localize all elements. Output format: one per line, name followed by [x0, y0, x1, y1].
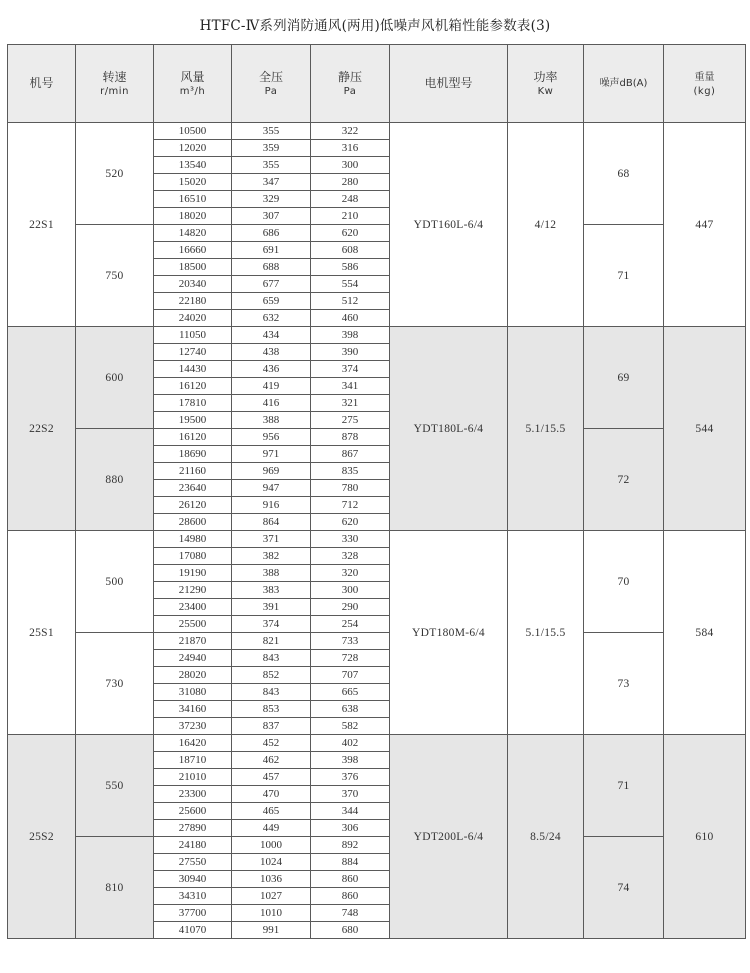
power-cell: 4/12 [508, 123, 584, 327]
airflow-cell: 27890 [154, 820, 232, 837]
noise-cell: 73 [584, 633, 664, 735]
airflow-cell: 14820 [154, 225, 232, 242]
airflow-cell: 23400 [154, 599, 232, 616]
total-pressure-cell: 347 [232, 174, 311, 191]
header-total-pressure: 全压 Pa [232, 45, 311, 123]
static-pressure-cell: 728 [311, 650, 390, 667]
weight-cell: 447 [664, 123, 746, 327]
header-motor: 电机型号 [390, 45, 508, 123]
total-pressure-cell: 355 [232, 157, 311, 174]
speed-cell: 810 [76, 837, 154, 939]
speed-cell: 600 [76, 327, 154, 429]
airflow-cell: 24180 [154, 837, 232, 854]
airflow-cell: 17810 [154, 395, 232, 412]
speed-cell: 750 [76, 225, 154, 327]
airflow-cell: 21870 [154, 633, 232, 650]
speed-cell: 730 [76, 633, 154, 735]
table-row [8, 633, 746, 650]
total-pressure-cell: 843 [232, 684, 311, 701]
header-speed: 转速 r/min [76, 45, 154, 123]
airflow-cell: 25600 [154, 803, 232, 820]
static-pressure-cell: 398 [311, 752, 390, 769]
static-pressure-cell: 306 [311, 820, 390, 837]
power-cell: 5.1/15.5 [508, 327, 584, 531]
total-pressure-cell: 947 [232, 480, 311, 497]
static-pressure-cell: 884 [311, 854, 390, 871]
header-model: 机号 [8, 45, 76, 123]
total-pressure-cell: 852 [232, 667, 311, 684]
static-pressure-cell: 512 [311, 293, 390, 310]
weight-cell: 610 [664, 735, 746, 939]
model-cell: 25S2 [8, 735, 76, 939]
airflow-cell: 12020 [154, 140, 232, 157]
total-pressure-cell: 864 [232, 514, 311, 531]
total-pressure-cell: 434 [232, 327, 311, 344]
total-pressure-cell: 383 [232, 582, 311, 599]
static-pressure-cell: 620 [311, 514, 390, 531]
motor-cell: YDT180L-6/4 [390, 327, 508, 531]
static-pressure-cell: 707 [311, 667, 390, 684]
static-pressure-cell: 390 [311, 344, 390, 361]
airflow-cell: 37230 [154, 718, 232, 735]
static-pressure-cell: 316 [311, 140, 390, 157]
total-pressure-cell: 388 [232, 565, 311, 582]
static-pressure-cell: 376 [311, 769, 390, 786]
static-pressure-cell: 320 [311, 565, 390, 582]
total-pressure-cell: 632 [232, 310, 311, 327]
static-pressure-cell: 374 [311, 361, 390, 378]
static-pressure-cell: 582 [311, 718, 390, 735]
static-pressure-cell: 867 [311, 446, 390, 463]
power-cell: 8.5/24 [508, 735, 584, 939]
static-pressure-cell: 322 [311, 123, 390, 140]
airflow-cell: 18710 [154, 752, 232, 769]
total-pressure-cell: 465 [232, 803, 311, 820]
speed-cell: 520 [76, 123, 154, 225]
static-pressure-cell: 344 [311, 803, 390, 820]
performance-table [7, 44, 745, 939]
total-pressure-cell: 329 [232, 191, 311, 208]
model-cell: 22S2 [8, 327, 76, 531]
noise-cell: 72 [584, 429, 664, 531]
airflow-cell: 21010 [154, 769, 232, 786]
table-row [8, 837, 746, 854]
airflow-cell: 18020 [154, 208, 232, 225]
airflow-cell: 23300 [154, 786, 232, 803]
noise-cell: 68 [584, 123, 664, 225]
static-pressure-cell: 892 [311, 837, 390, 854]
static-pressure-cell: 290 [311, 599, 390, 616]
header-airflow: 风量 m³/h [154, 45, 232, 123]
total-pressure-cell: 686 [232, 225, 311, 242]
airflow-cell: 19500 [154, 412, 232, 429]
airflow-cell: 37700 [154, 905, 232, 922]
total-pressure-cell: 956 [232, 429, 311, 446]
total-pressure-cell: 438 [232, 344, 311, 361]
static-pressure-cell: 248 [311, 191, 390, 208]
static-pressure-cell: 370 [311, 786, 390, 803]
model-cell: 25S1 [8, 531, 76, 735]
total-pressure-cell: 969 [232, 463, 311, 480]
table-row [8, 735, 746, 752]
total-pressure-cell: 359 [232, 140, 311, 157]
total-pressure-cell: 307 [232, 208, 311, 225]
header-static-pressure: 静压 Pa [311, 45, 390, 123]
total-pressure-cell: 853 [232, 701, 311, 718]
header-noise: 噪声dB(A) [584, 45, 664, 123]
airflow-cell: 20340 [154, 276, 232, 293]
total-pressure-cell: 1027 [232, 888, 311, 905]
airflow-cell: 34160 [154, 701, 232, 718]
airflow-cell: 16510 [154, 191, 232, 208]
header-row [8, 45, 746, 123]
header-weight: 重量 (kg) [664, 45, 746, 123]
total-pressure-cell: 382 [232, 548, 311, 565]
speed-cell: 500 [76, 531, 154, 633]
table-row [8, 429, 746, 446]
airflow-cell: 16120 [154, 378, 232, 395]
page-title: HTFC-Ⅳ系列消防通风(两用)低噪声风机箱性能参数表(3) [199, 18, 551, 34]
total-pressure-cell: 419 [232, 378, 311, 395]
static-pressure-cell: 300 [311, 582, 390, 599]
airflow-cell: 13540 [154, 157, 232, 174]
airflow-cell: 27550 [154, 854, 232, 871]
static-pressure-cell: 330 [311, 531, 390, 548]
total-pressure-cell: 843 [232, 650, 311, 667]
noise-cell: 74 [584, 837, 664, 939]
airflow-cell: 14430 [154, 361, 232, 378]
header-power: 功率 Kw [508, 45, 584, 123]
static-pressure-cell: 328 [311, 548, 390, 565]
total-pressure-cell: 1000 [232, 837, 311, 854]
airflow-cell: 24940 [154, 650, 232, 667]
total-pressure-cell: 470 [232, 786, 311, 803]
total-pressure-cell: 991 [232, 922, 311, 939]
static-pressure-cell: 878 [311, 429, 390, 446]
total-pressure-cell: 371 [232, 531, 311, 548]
airflow-cell: 18500 [154, 259, 232, 276]
static-pressure-cell: 280 [311, 174, 390, 191]
static-pressure-cell: 748 [311, 905, 390, 922]
static-pressure-cell: 402 [311, 735, 390, 752]
total-pressure-cell: 462 [232, 752, 311, 769]
airflow-cell: 34310 [154, 888, 232, 905]
table-row [8, 531, 746, 548]
airflow-cell: 28020 [154, 667, 232, 684]
static-pressure-cell: 275 [311, 412, 390, 429]
total-pressure-cell: 821 [232, 633, 311, 650]
airflow-cell: 11050 [154, 327, 232, 344]
static-pressure-cell: 680 [311, 922, 390, 939]
static-pressure-cell: 638 [311, 701, 390, 718]
airflow-cell: 19190 [154, 565, 232, 582]
total-pressure-cell: 452 [232, 735, 311, 752]
noise-cell: 71 [584, 735, 664, 837]
airflow-cell: 18690 [154, 446, 232, 463]
total-pressure-cell: 391 [232, 599, 311, 616]
static-pressure-cell: 780 [311, 480, 390, 497]
airflow-cell: 25500 [154, 616, 232, 633]
table-row [8, 327, 746, 344]
total-pressure-cell: 688 [232, 259, 311, 276]
total-pressure-cell: 1010 [232, 905, 311, 922]
airflow-cell: 17080 [154, 548, 232, 565]
total-pressure-cell: 837 [232, 718, 311, 735]
table-row [8, 123, 746, 140]
airflow-cell: 16120 [154, 429, 232, 446]
weight-cell: 584 [664, 531, 746, 735]
static-pressure-cell: 665 [311, 684, 390, 701]
total-pressure-cell: 677 [232, 276, 311, 293]
airflow-cell: 22180 [154, 293, 232, 310]
total-pressure-cell: 416 [232, 395, 311, 412]
airflow-cell: 30940 [154, 871, 232, 888]
noise-cell: 70 [584, 531, 664, 633]
total-pressure-cell: 971 [232, 446, 311, 463]
table-row [8, 225, 746, 242]
model-cell: 22S1 [8, 123, 76, 327]
airflow-cell: 28600 [154, 514, 232, 531]
static-pressure-cell: 321 [311, 395, 390, 412]
power-cell: 5.1/15.5 [508, 531, 584, 735]
airflow-cell: 12740 [154, 344, 232, 361]
static-pressure-cell: 620 [311, 225, 390, 242]
static-pressure-cell: 254 [311, 616, 390, 633]
airflow-cell: 16420 [154, 735, 232, 752]
speed-cell: 880 [76, 429, 154, 531]
static-pressure-cell: 586 [311, 259, 390, 276]
static-pressure-cell: 341 [311, 378, 390, 395]
static-pressure-cell: 210 [311, 208, 390, 225]
motor-cell: YDT180M-6/4 [390, 531, 508, 735]
static-pressure-cell: 860 [311, 871, 390, 888]
airflow-cell: 21160 [154, 463, 232, 480]
airflow-cell: 21290 [154, 582, 232, 599]
static-pressure-cell: 835 [311, 463, 390, 480]
total-pressure-cell: 436 [232, 361, 311, 378]
static-pressure-cell: 608 [311, 242, 390, 259]
total-pressure-cell: 457 [232, 769, 311, 786]
total-pressure-cell: 1036 [232, 871, 311, 888]
total-pressure-cell: 691 [232, 242, 311, 259]
airflow-cell: 24020 [154, 310, 232, 327]
static-pressure-cell: 460 [311, 310, 390, 327]
total-pressure-cell: 355 [232, 123, 311, 140]
motor-cell: YDT200L-6/4 [390, 735, 508, 939]
total-pressure-cell: 659 [232, 293, 311, 310]
static-pressure-cell: 300 [311, 157, 390, 174]
total-pressure-cell: 374 [232, 616, 311, 633]
static-pressure-cell: 860 [311, 888, 390, 905]
total-pressure-cell: 449 [232, 820, 311, 837]
total-pressure-cell: 388 [232, 412, 311, 429]
airflow-cell: 14980 [154, 531, 232, 548]
table-body [8, 123, 746, 939]
airflow-cell: 16660 [154, 242, 232, 259]
static-pressure-cell: 554 [311, 276, 390, 293]
motor-cell: YDT160L-6/4 [390, 123, 508, 327]
airflow-cell: 15020 [154, 174, 232, 191]
airflow-cell: 23640 [154, 480, 232, 497]
weight-cell: 544 [664, 327, 746, 531]
total-pressure-cell: 916 [232, 497, 311, 514]
speed-cell: 550 [76, 735, 154, 837]
total-pressure-cell: 1024 [232, 854, 311, 871]
airflow-cell: 41070 [154, 922, 232, 939]
airflow-cell: 10500 [154, 123, 232, 140]
static-pressure-cell: 733 [311, 633, 390, 650]
static-pressure-cell: 398 [311, 327, 390, 344]
static-pressure-cell: 712 [311, 497, 390, 514]
noise-cell: 69 [584, 327, 664, 429]
airflow-cell: 26120 [154, 497, 232, 514]
airflow-cell: 31080 [154, 684, 232, 701]
noise-cell: 71 [584, 225, 664, 327]
